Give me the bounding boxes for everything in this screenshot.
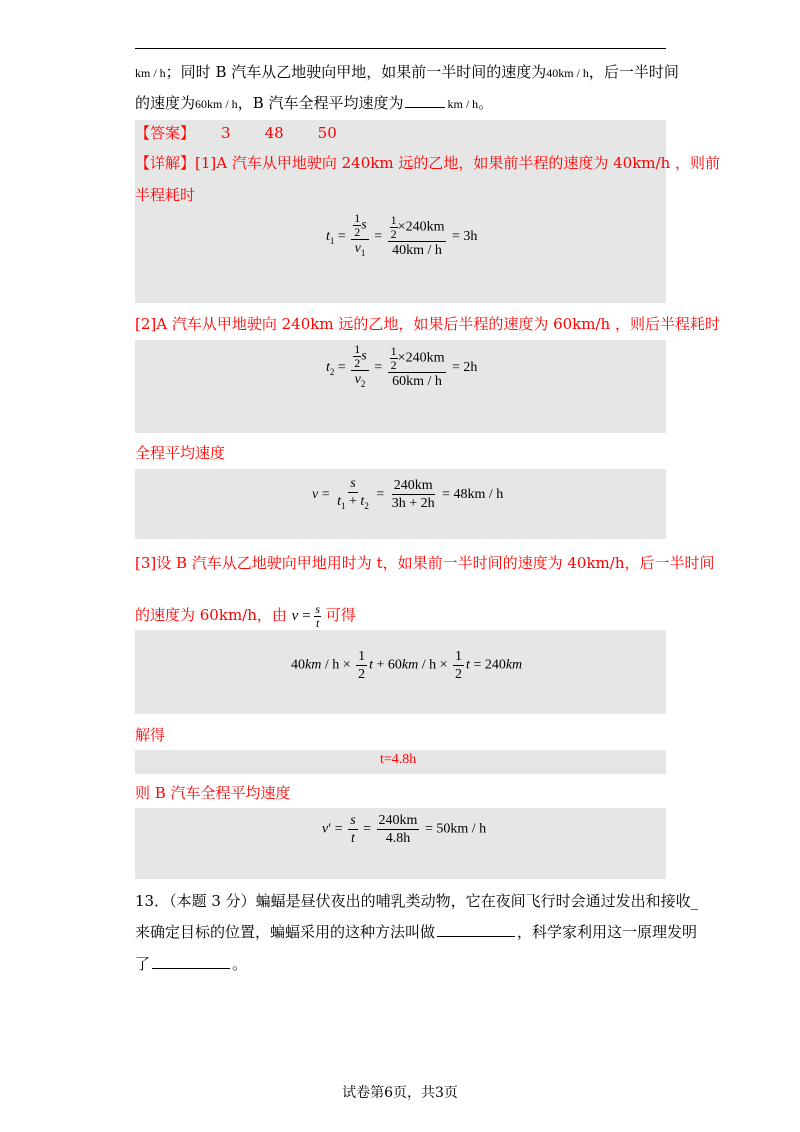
answer-blank (437, 922, 515, 937)
q13-text: 来确定目标的位置，蝙蝠采用的这种方法叫做 (135, 923, 436, 941)
unit-text: km / h (135, 66, 166, 80)
q13-text: ，科学家利用这一原理发明 (517, 923, 698, 941)
detail-line-5 (135, 552, 715, 574)
q13-line-2 (135, 921, 697, 943)
q12-text: ；同时 B 汽车从乙地驶向甲地，如果前一半时间的速度为 (165, 63, 547, 81)
formula-result: = 2h (451, 360, 478, 376)
detail-line-1 (135, 152, 720, 174)
unit-text: 40km / h (546, 66, 589, 80)
formula-value: 60km / h (392, 374, 442, 390)
answer-value: 50 (317, 124, 337, 142)
q13-text: 了 (135, 955, 151, 973)
q13-line-3 (135, 953, 247, 975)
q12-text: ，B 汽车全程平均速度为 (237, 94, 404, 112)
q12-line-2 (135, 92, 493, 115)
unit-text: km / h (447, 97, 479, 111)
detail-label: 【详解】 (135, 154, 196, 172)
detail-text: [3]设 B 汽车从乙地驶向甲地用时为 t，如果前一半时间的速度为 40km/h，后一半时间 (135, 554, 715, 572)
answer-blank (152, 954, 230, 969)
formula-t-result (380, 752, 416, 768)
detail-text: 全程平均速度 (135, 444, 226, 462)
formula-value: 240km (393, 478, 433, 494)
detail-line-2 (135, 184, 195, 206)
q13-line-1 (135, 890, 698, 912)
answer-value: 48 (264, 124, 284, 142)
detail-text: 则 B 汽车全程平均速度 (135, 784, 291, 802)
formula-value: 4.8h (385, 831, 411, 846)
formula-value: 40km / h (392, 243, 442, 259)
detail-text: 的速度为 60km/h，由 (135, 605, 287, 624)
q13-text: 13．（本题 3 分）蝙蝠是昼伏夜出的哺乳类动物，它在夜间飞行时会通过发出和接收_ (135, 892, 699, 910)
header-rule (135, 48, 666, 49)
detail-text: 半程耗时 (135, 186, 196, 204)
formula-t1: $t_1$ = $\frac{1}{2}$ s $v_1$ = $\frac{1}{2}$ ×240km 40km / h = 3h (326, 211, 478, 259)
page-footer: 试卷第6页，共3页 (342, 1085, 458, 1101)
q12-line-1 (135, 61, 679, 84)
q12-text: 。 (478, 94, 494, 112)
formula-result: = 50km / h (424, 821, 487, 837)
q12-text: 的速度为 (135, 94, 196, 112)
q12-text: ，后一半时间 (588, 63, 679, 81)
formula-t2: $t_2$ = $\frac{1}{2}$ s $v_2$ = $\frac{1}{2}$ ×240km 60km / h = 2h (326, 342, 478, 390)
formula-value: 240km (378, 813, 418, 828)
answer-line (135, 122, 337, 144)
detail-line-4 (135, 442, 225, 464)
answer-value: 3 (221, 124, 231, 142)
formula-result: t=4.8h (380, 752, 417, 767)
answer-blank (405, 93, 445, 108)
formula-value: 3h + 2h (391, 496, 435, 512)
formula-result: = 3h (451, 229, 478, 245)
answer-label: 【答案】 (135, 124, 196, 142)
formula-v: v = $\frac{s}{t_1 + t_2}$ = $\frac{240km}{3h + 2h}$ = 48km / h (312, 476, 504, 512)
inline-formula: v = $\frac{s}{t}$ (291, 602, 320, 630)
detail-text: [2]A 汽车从甲地驶向 240km 远的乙地，如果后半程的速度为 60km/h ，则后半程耗时 (135, 315, 720, 333)
formula-v-prime: v′ = $\frac{s}{t}$ = $\frac{240km}{4.8h}$ = 50km / h (322, 813, 487, 846)
unit-text: 60km / h (195, 97, 238, 111)
formula-result: = 48km / h (442, 487, 504, 503)
formula-value: 240km (405, 220, 445, 236)
detail-text: [1]A 汽车从甲地驶向 240km 远的乙地，如果前半程的速度为 40km/h ，则前 (195, 154, 720, 172)
detail-text: 解得 (135, 726, 166, 744)
detail-line-8 (135, 782, 291, 804)
detail-text: 可得 (325, 605, 356, 624)
detail-line-7 (135, 724, 165, 746)
detail-line-6 (135, 603, 356, 630)
detail-line-3 (135, 313, 720, 335)
formula-value: 240km (405, 351, 445, 367)
formula-t-equation: 40km / h × $\frac{1}{2}$ t + 60km / h × $\frac{1}{2}$ t = 240km (291, 649, 523, 682)
q13-text: 。 (232, 955, 248, 973)
